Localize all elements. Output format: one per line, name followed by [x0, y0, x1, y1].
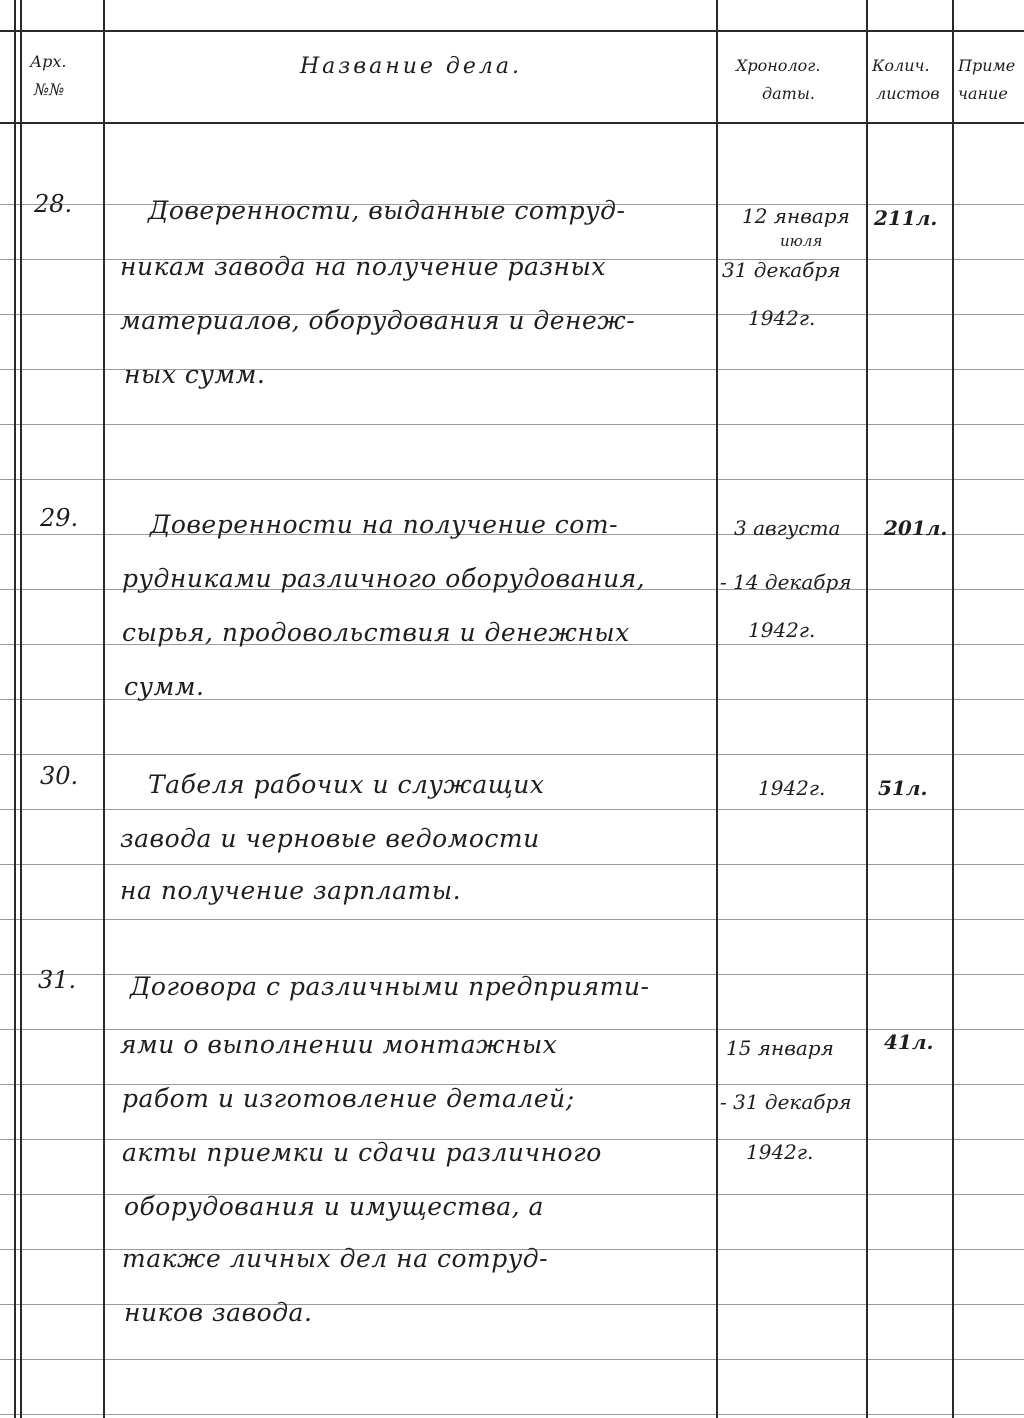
entry-date: 3 августа — [734, 516, 841, 540]
entry-date: июля — [780, 232, 823, 250]
entry-title-line: рудниками различного оборудования, — [122, 564, 646, 593]
entry-title-line: ников завода. — [124, 1298, 313, 1327]
entry-title-line: материалов, оборудования и денеж- — [120, 306, 636, 335]
left-border-inner — [20, 0, 22, 1418]
entry-title-line: работ и изготовление деталей; — [122, 1084, 575, 1113]
entry-title-line: сумм. — [124, 672, 205, 701]
header-dates-1: Хронолог. — [736, 56, 821, 75]
entry-title-line: никам завода на получение разных — [120, 252, 606, 281]
entry-title-line: ями о выполнении монтажных — [120, 1030, 558, 1059]
entry-title-line: завода и черновые ведомости — [120, 824, 540, 853]
entry-date: 1942г. — [748, 618, 816, 642]
header-bottom-rule — [0, 122, 1024, 124]
entry-date: 31 декабря — [722, 258, 841, 282]
header-dates-2: даты. — [762, 84, 815, 103]
col-divider-number — [103, 0, 105, 1418]
entry-date: 1942г. — [748, 306, 816, 330]
entry-date: - 14 декабря — [720, 570, 852, 594]
entry-date: 15 января — [726, 1036, 834, 1060]
entry-sheets: 201л. — [884, 516, 948, 540]
col-divider-dates — [866, 0, 868, 1418]
entry-sheets: 211л. — [874, 206, 938, 230]
header-sheets-2: листов — [876, 84, 940, 103]
entry-title-line: на получение зарплаты. — [120, 876, 462, 905]
entry-date: 1942г. — [758, 776, 826, 800]
entry-title-line: также личных дел на сотруд- — [122, 1244, 549, 1273]
header-sheets-1: Колич. — [872, 56, 930, 75]
entry-title-line: Договора с различными предприяти- — [130, 972, 650, 1001]
entry-number: 29. — [40, 504, 79, 532]
entry-sheets: 41л. — [884, 1030, 934, 1054]
entry-number: 30. — [40, 762, 79, 790]
entry-title-line: оборудования и имущества, а — [124, 1192, 544, 1221]
header-top-rule — [0, 30, 1024, 32]
col-divider-title — [716, 0, 718, 1418]
entry-title-line: сырья, продовольствия и денежных — [122, 618, 630, 647]
entry-title-line: Табеля рабочих и служащих — [148, 770, 545, 799]
entry-date: - 31 декабря — [720, 1090, 852, 1114]
col-divider-sheets — [952, 0, 954, 1418]
left-border-outer — [14, 0, 16, 1418]
entry-title-line: Доверенности, выданные сотруд- — [148, 196, 626, 225]
entry-title-line: Доверенности на получение сот- — [150, 510, 619, 539]
header-notes-2: чание — [958, 84, 1008, 103]
entry-date: 12 января — [742, 204, 850, 228]
entry-title-line: ных сумм. — [124, 360, 266, 389]
header-archive-no-2: №№ — [34, 80, 65, 99]
header-archive-no-1: Арх. — [30, 52, 67, 71]
entry-date: 1942г. — [746, 1140, 814, 1164]
entry-number: 31. — [38, 966, 77, 994]
header-notes-1: Приме — [958, 56, 1016, 75]
entry-number: 28. — [34, 190, 73, 218]
entry-title-line: акты приемки и сдачи различного — [122, 1138, 602, 1167]
header-title: Название дела. — [300, 54, 522, 79]
entry-sheets: 51л. — [878, 776, 928, 800]
